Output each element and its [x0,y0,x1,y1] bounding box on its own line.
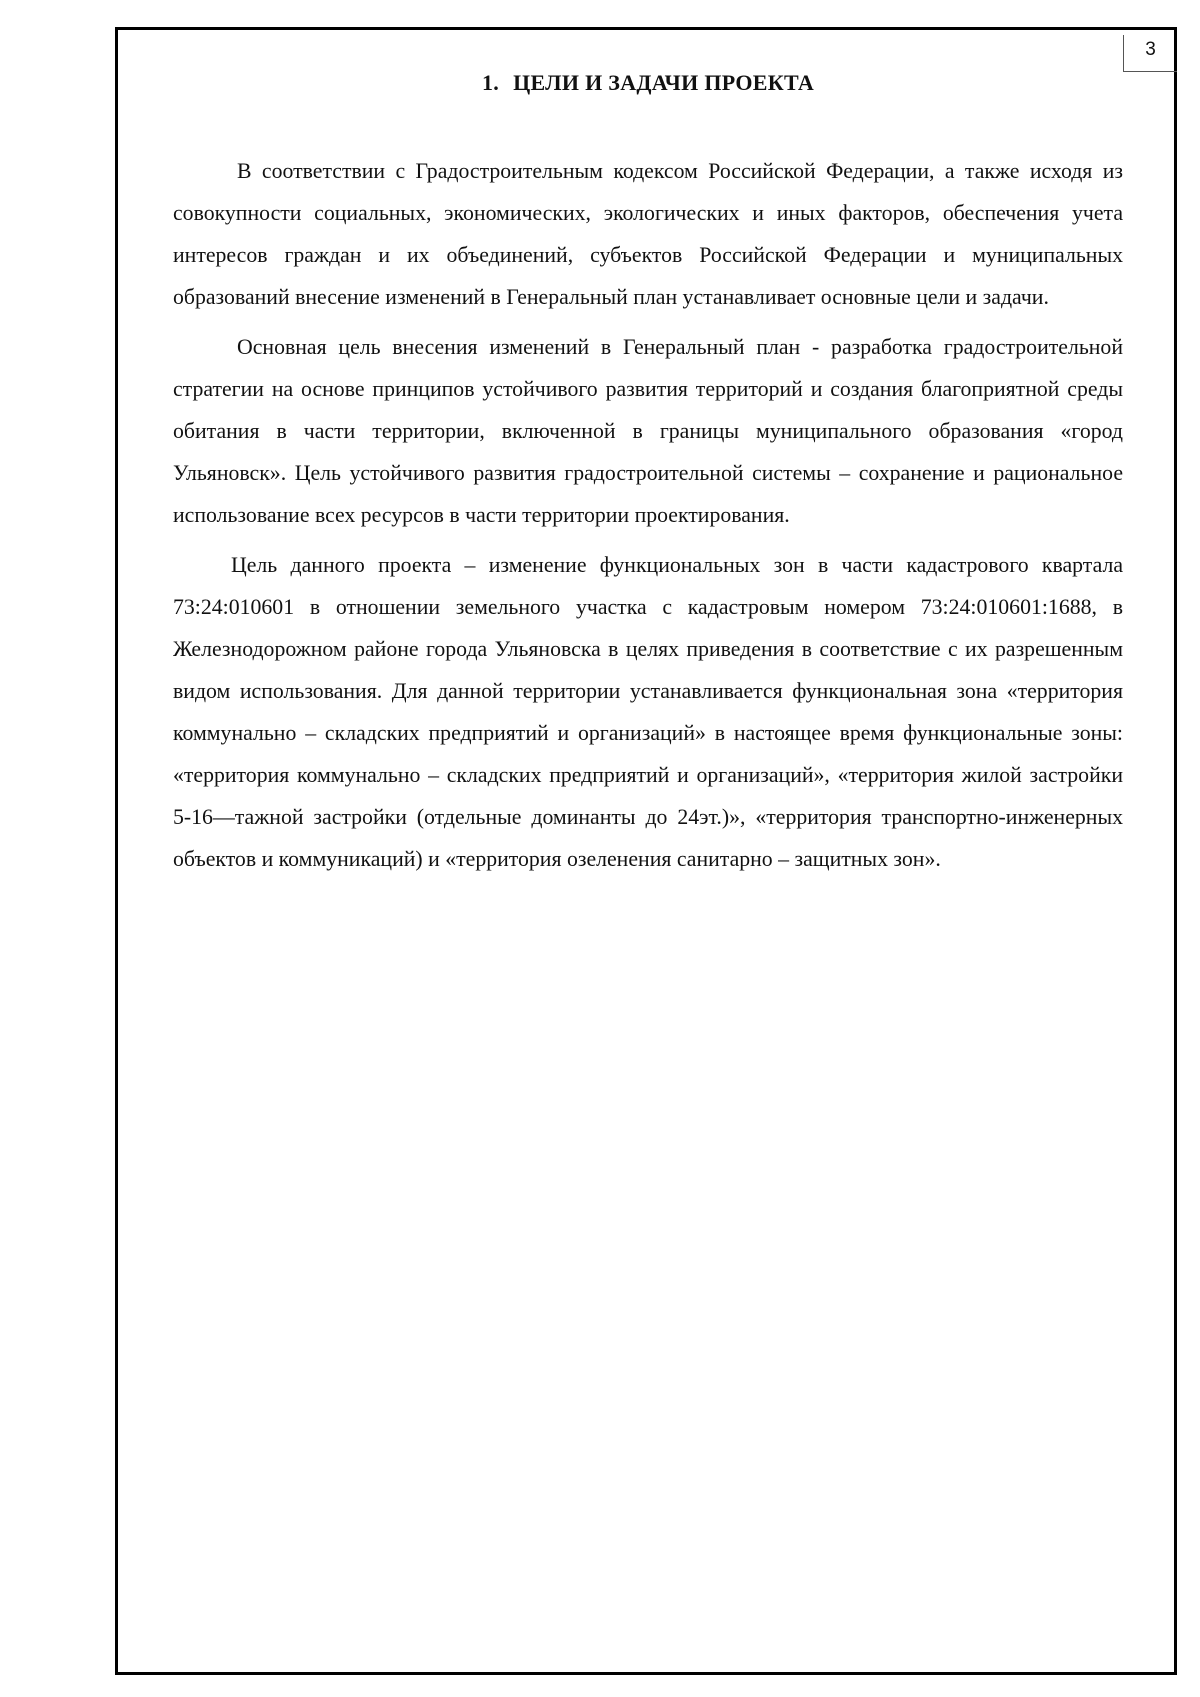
paragraph-1: В соответствии с Градостроительным кодексом Российской Федерации, а также исходя из совокупности социальных, экономических, экологических и иных факторов, обеспечения учета интересов граждан и их объединений, субъектов Российской Федерации и муниципальных образований внесение изменений в Генеральный план устанавливает основные цели и задачи. [173,159,1123,309]
section-number: 1. [481,70,500,95]
section-heading [173,70,1123,96]
document-body [173,150,1123,888]
page-number: 3 [1123,35,1177,72]
paragraph-3: Цель данного проекта – изменение функциональных зон в части кадастрового квартала 73:24:010601 в отношении земельного участка с кадастровым номером 73:24:010601:1688, в Железнодорожном районе города Ульяновска в целях приведения в соответствие с их разрешенным видом использования. Для данной территории устанавливается функциональная зона «территория коммунально – складских предприятий и организаций» в настоящее время функциональные зоны: «территория коммунально – складских предприятий и организаций», «территория жилой застройки 5-16—тажной застройки (отдельные доминанты до 24эт.)», «территория транспортно-инженерных объектов и коммуникаций) и «территория озеленения санитарно – защитных зон». [173,553,1123,871]
paragraph-2: Основная цель внесения изменений в Генеральный план - разработка градостроительной стратегии на основе принципов устойчивого развития территорий и создания благоприятной среды обитания в части территории, включенной в границы муниципального образования «город Ульяновск». Цель устойчивого развития градостроительной системы – сохранение и рациональное использование всех ресурсов в части территории проектирования. [173,335,1123,527]
section-title: ЦЕЛИ И ЗАДАЧИ ПРОЕКТА [513,70,815,95]
